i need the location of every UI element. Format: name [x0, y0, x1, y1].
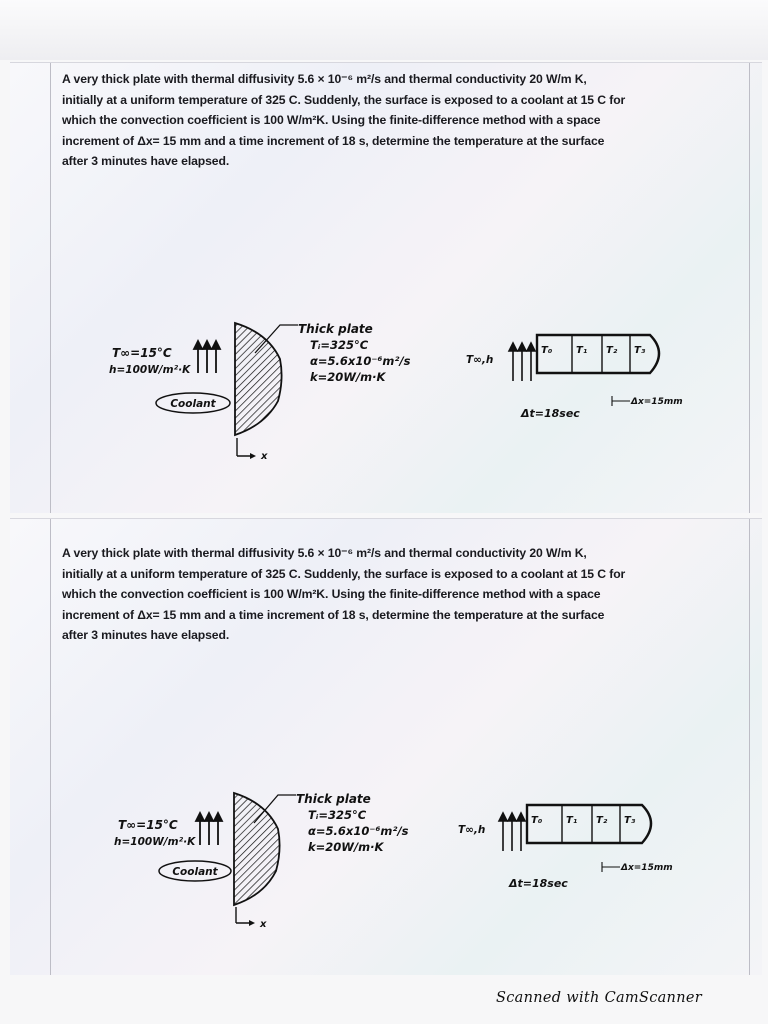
- problem-line-1: A very thick plate with thermal diffusivity 5.6 × 10⁻⁶ m²/s and thermal conductivity 20 W/m K,: [62, 546, 587, 560]
- problem-line-2: initially at a uniform temperature of 325 C. Suddenly, the surface is exposed to a coolant at 15 C for: [62, 566, 626, 581]
- margin-line-left: [50, 63, 51, 513]
- problem-line-4: increment of Δx= 15 mm and a time increment of 18 s, determine the temperature at the surface: [62, 133, 605, 148]
- node-strip: [527, 805, 651, 843]
- problem-line-1: A very thick plate with thermal diffusivity 5.6 × 10⁻⁶ m²/s and thermal conductivity 20 W/m K,: [62, 72, 587, 86]
- scanned-page-2: [10, 518, 762, 975]
- scanned-page-1: [10, 62, 762, 513]
- problem-line-4: increment of Δx= 15 mm and a time increment of 18 s, determine the temperature at the surface: [62, 607, 605, 622]
- x-axis-label: x: [260, 919, 267, 930]
- dx-dimension: [612, 396, 630, 406]
- problem-line-2: initially at a uniform temperature of 325 C. Suddenly, the surface is exposed to a coolant at 15 C for: [62, 92, 626, 107]
- node-t2: T₂: [606, 345, 618, 356]
- leader-line: [255, 325, 298, 353]
- alpha-label: α=5.6x10⁻⁶m²/s: [308, 824, 409, 838]
- top-margin: [0, 0, 768, 60]
- coolant-bubble: [156, 393, 230, 413]
- alpha-label: α=5.6x10⁻⁶m²/s: [310, 354, 411, 368]
- h-label: h=100W/m²·K: [109, 364, 191, 376]
- coolant-label: Coolant: [172, 866, 218, 878]
- margin-line-left: [50, 519, 51, 975]
- dx-label: Δx=15mm: [631, 397, 683, 407]
- ti-label: Tᵢ=325°C: [308, 808, 367, 822]
- t-inf-h-label: T∞,h: [466, 354, 494, 366]
- convection-arrows-icon: [194, 341, 220, 373]
- t-inf-label: T∞=15°C: [112, 346, 172, 360]
- problem-line-5: after 3 minutes have elapsed.: [62, 154, 230, 168]
- node-t0: T₀: [531, 815, 543, 826]
- thick-plate-shape: [235, 323, 282, 435]
- node-t2: T₂: [596, 815, 608, 826]
- node-t3: T₃: [634, 345, 646, 356]
- convection-arrows-right-icon: [499, 813, 525, 851]
- problem-line-3: which the convection coefficient is 100 W/m²K. Using the finite-difference method with a space: [62, 113, 601, 127]
- thick-plate-shape: [234, 793, 280, 905]
- t-inf-h-label: T∞,h: [458, 824, 486, 836]
- x-axis-arrow-icon: [250, 453, 256, 459]
- convection-arrows-right-icon: [509, 343, 535, 381]
- node-t1: T₁: [576, 345, 588, 356]
- k-label: k=20W/m·K: [310, 370, 386, 384]
- ti-label: Tᵢ=325°C: [310, 338, 369, 352]
- dx-label: Δx=15mm: [621, 863, 673, 873]
- x-axis-label: x: [261, 451, 268, 462]
- margin-line-right: [749, 63, 750, 513]
- k-label: k=20W/m·K: [308, 840, 384, 854]
- plate-title: Thick plate: [298, 322, 373, 336]
- coolant-bubble: [159, 861, 231, 881]
- dx-dimension: [602, 862, 620, 872]
- problem-statement: [62, 543, 742, 646]
- h-label: h=100W/m²·K: [114, 836, 196, 848]
- problem-line-3: which the convection coefficient is 100 W/m²K. Using the finite-difference method with a space: [62, 587, 601, 601]
- scanner-watermark: Scanned with CamScanner: [496, 990, 702, 1006]
- margin-line-right: [749, 519, 750, 975]
- convection-arrows-icon: [196, 813, 222, 845]
- coolant-label: Coolant: [170, 398, 216, 410]
- leader-line: [254, 795, 296, 823]
- dt-label: Δt=18sec: [509, 877, 568, 890]
- problem-line-5: after 3 minutes have elapsed.: [62, 628, 230, 642]
- plate-title: Thick plate: [296, 792, 371, 806]
- dt-label: Δt=18sec: [521, 407, 580, 420]
- node-t0: T₀: [541, 345, 553, 356]
- node-t3: T₃: [624, 815, 636, 826]
- node-t1: T₁: [566, 815, 578, 826]
- x-axis-arrow-icon: [249, 920, 255, 926]
- problem-statement: [62, 69, 742, 172]
- t-inf-label: T∞=15°C: [118, 818, 178, 832]
- node-strip: [537, 335, 659, 373]
